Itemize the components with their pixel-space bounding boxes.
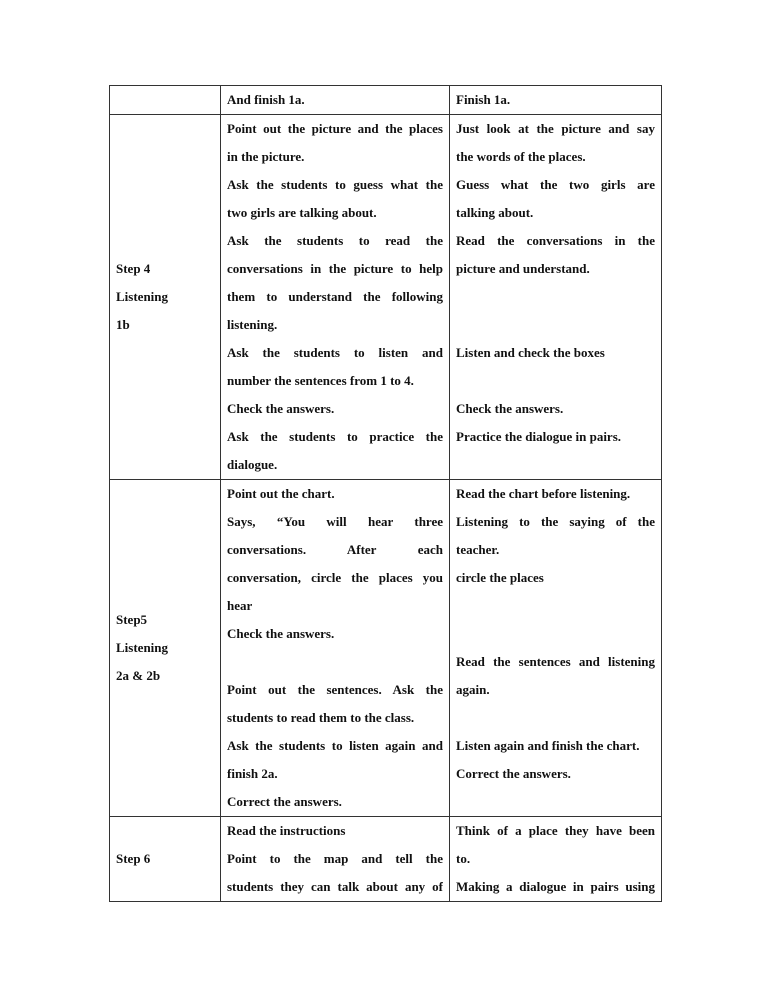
lesson-plan-table <box>109 85 662 902</box>
teacher-activity-cell: Point out the chart. Says, “You will hear three conversations. After each conversation, circle the places you hear Check the answers. Point out the sentences. Ask the students to read them to the class. Ask the students to listen again and finish 2a. Correct the answers. <box>221 480 450 817</box>
teacher-activity-cell: Point out the picture and the places in the picture. Ask the students to guess what the two girls are talking about. Ask the students to read the conversations in the picture to help them to understand the following listening. Ask the students to listen and number the sentences from 1 to 4. Check the answers. Ask the students to practice the dialogue. <box>221 115 450 480</box>
table-row <box>110 86 662 115</box>
student-activity-cell: Just look at the picture and say the words of the places. Guess what the two girls are talking about. Read the conversations in the picture and understand. Listen and check the boxes Check the answers. Practice the dialogue in pairs. <box>450 115 662 480</box>
table-row <box>110 115 662 480</box>
student-activity-cell: Think of a place they have been to. Making a dialogue in pairs using <box>450 817 662 902</box>
teacher-activity-cell: And finish 1a. <box>221 86 450 115</box>
table-row <box>110 817 662 902</box>
table-row <box>110 480 662 817</box>
teacher-activity-cell: Read the instructions Point to the map and tell the students they can talk about any of <box>221 817 450 902</box>
student-activity-cell: Read the chart before listening. Listening to the saying of the teacher. circle the places Read the sentences and listening again. Listen again and finish the chart. Correct the answers. <box>450 480 662 817</box>
step-cell: Step5 Listening 2a & 2b <box>110 480 221 817</box>
student-activity-cell: Finish 1a. <box>450 86 662 115</box>
step-cell: Step 6 <box>110 817 221 902</box>
step-cell: Step 4 Listening 1b <box>110 115 221 480</box>
step-cell <box>110 86 221 115</box>
